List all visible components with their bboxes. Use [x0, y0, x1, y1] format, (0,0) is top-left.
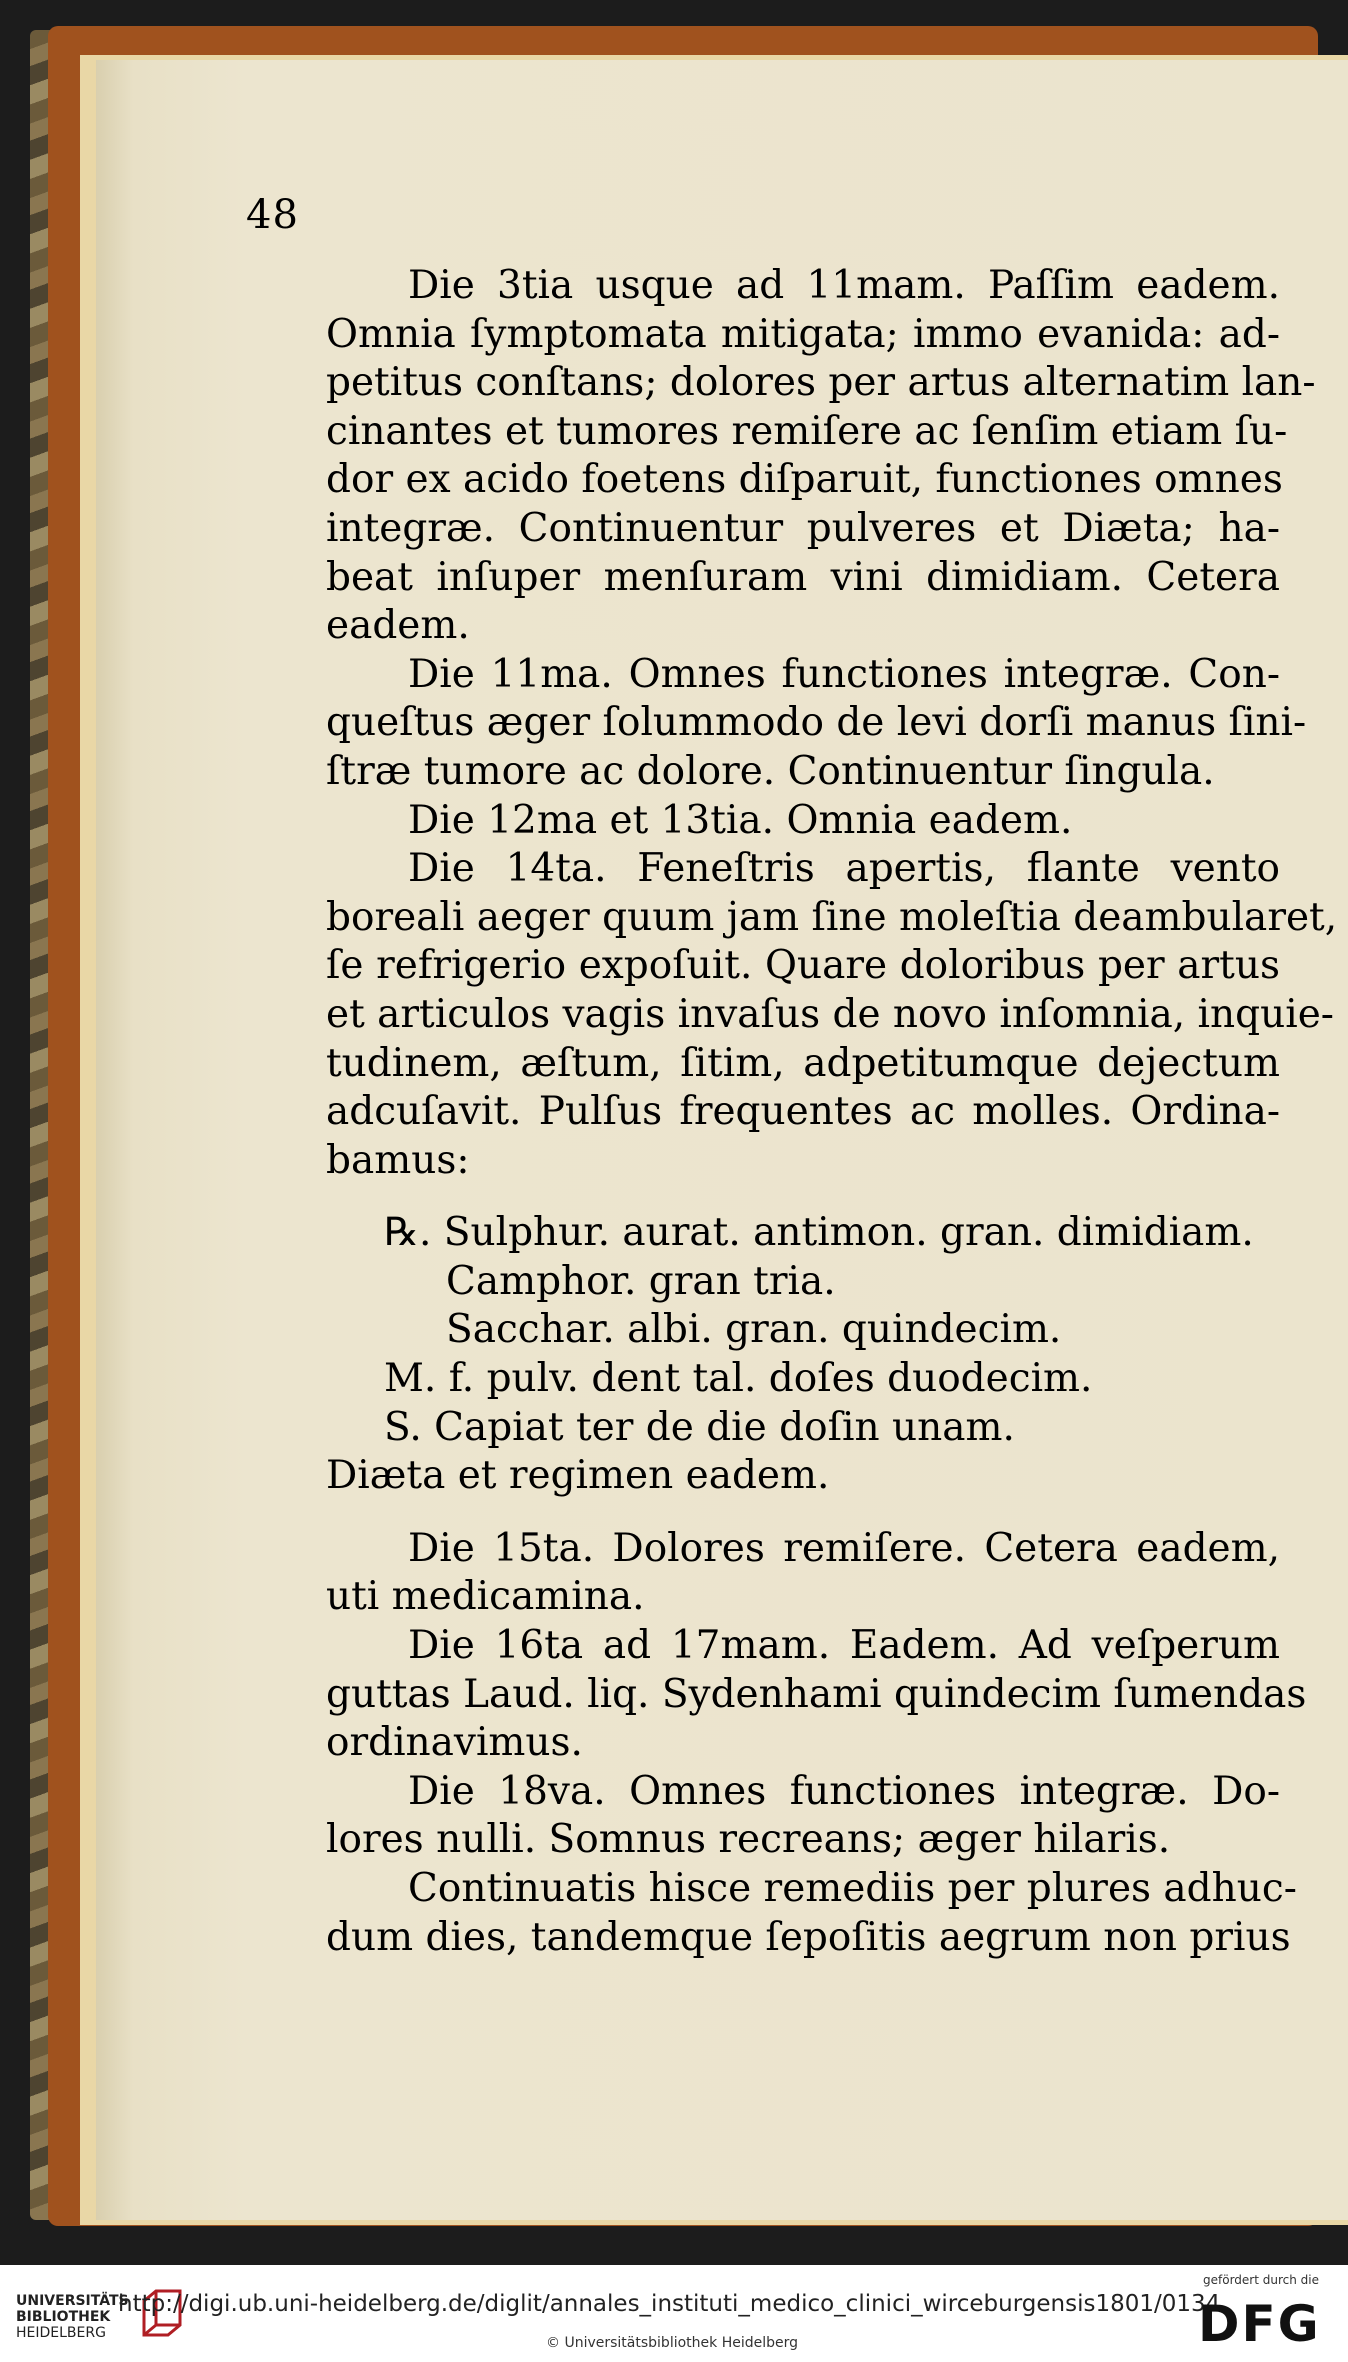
page-text [326, 262, 1338, 1962]
text-line: dum dies, tandemque ſepoſitis aegrum non prius [326, 1914, 1291, 1960]
text-line: petitus conſtans; dolores per artus alternatim lan- [326, 360, 1316, 406]
text-line: ſe refrigerio expoſuit. Quare doloribus per artus [326, 943, 1280, 989]
paragraph-gap [326, 1501, 1280, 1525]
text-line: M. f. pulv. dent tal. doſes duodecim. [384, 1356, 1093, 1402]
text-line: adcuſavit. Pulſus frequentes ac molles. Ordina- [326, 1089, 1280, 1135]
text-line: cinantes et tumores remiſere ac ſenſim etiam ſu- [326, 408, 1288, 454]
text-line: bamus: [326, 1137, 470, 1183]
library-name-line: UNIVERSITÄTS [16, 2293, 129, 2309]
text-line: ordinavimus. [326, 1720, 583, 1766]
text-line: queſtus æger ſolummodo de levi dorſi manus ſini- [326, 700, 1307, 746]
text-line: beat inſuper menſuram vini dimidiam. Cetera [326, 554, 1280, 600]
text-line: Die 3tia usque ad 11mam. Paſſim eadem. [408, 263, 1280, 308]
paragraph-gap [326, 1185, 1280, 1209]
library-name-line: HEIDELBERG [16, 2325, 106, 2341]
text-line: et articulos vagis invaſus de novo inſomnia, inquie- [326, 991, 1334, 1037]
text-line: Sacchar. albi. gran. quindecim. [446, 1307, 1062, 1353]
text-line: S. Capiat ter de die doſin unam. [384, 1404, 1015, 1450]
text-line: guttas Laud. liq. Sydenhami quindecim ſumendas [326, 1671, 1307, 1717]
text-line: ℞. Sulphur. aurat. antimon. gran. dimidiam. [384, 1210, 1254, 1256]
footer-bar [0, 2265, 1348, 2362]
text-line: eadem. [326, 603, 470, 649]
text-line: boreali aeger quum jam ſine moleſtia deambularet, [326, 894, 1338, 940]
text-line: ſtræ tumore ac dolore. Continuentur ſingula. [326, 748, 1215, 794]
text-line: Die 12ma et 13tia. Omnia eadem. [408, 797, 1073, 843]
text-line: lores nulli. Somnus recreans; æger hilaris. [326, 1817, 1171, 1863]
text-line: tudinem, æſtum, ſitim, adpetitumque dejectum [326, 1040, 1280, 1086]
text-line: dor ex acido foetens diſparuit, functiones omnes [326, 457, 1283, 503]
dfg-logo: DFG [1198, 2295, 1321, 2353]
text-line: Diæta et regimen eadem. [326, 1453, 830, 1499]
library-name [16, 2293, 129, 2341]
funding-notice: gefördert durch die [1203, 2273, 1319, 2287]
text-line: Die 11ma. Omnes functiones integræ. Con- [408, 651, 1280, 697]
page-number: 48 [246, 192, 299, 238]
text-line: Die 18va. Omnes functiones integræ. Do- [408, 1768, 1280, 1814]
text-line: Continuatis hisce remediis per plures adhuc- [408, 1866, 1297, 1911]
text-line: integræ. Continuentur pulveres et Diæta; ha- [326, 505, 1280, 551]
text-line: Camphor. gran tria. [446, 1258, 836, 1304]
permalink-url[interactable]: http://digi.ub.uni-heidelberg.de/diglit/annales_instituti_medico_clinici_wirceburgensis1801/0134 [118, 2291, 1221, 2317]
text-line: Die 16ta ad 17mam. Eadem. Ad veſperum [408, 1623, 1280, 1669]
library-name-line: BIBLIOTHEK [16, 2309, 111, 2325]
text-line: uti medicamina. [326, 1574, 645, 1620]
text-line: Omnia ſymptomata mitigata; immo evanida: ad- [326, 311, 1280, 357]
text-line: Die 15ta. Dolores remiſere. Cetera eadem, [408, 1525, 1280, 1571]
text-line: Die 14ta. Feneſtris apertis, flante vento [408, 846, 1280, 892]
copyright-notice: © Universitätsbibliothek Heidelberg [546, 2335, 799, 2351]
